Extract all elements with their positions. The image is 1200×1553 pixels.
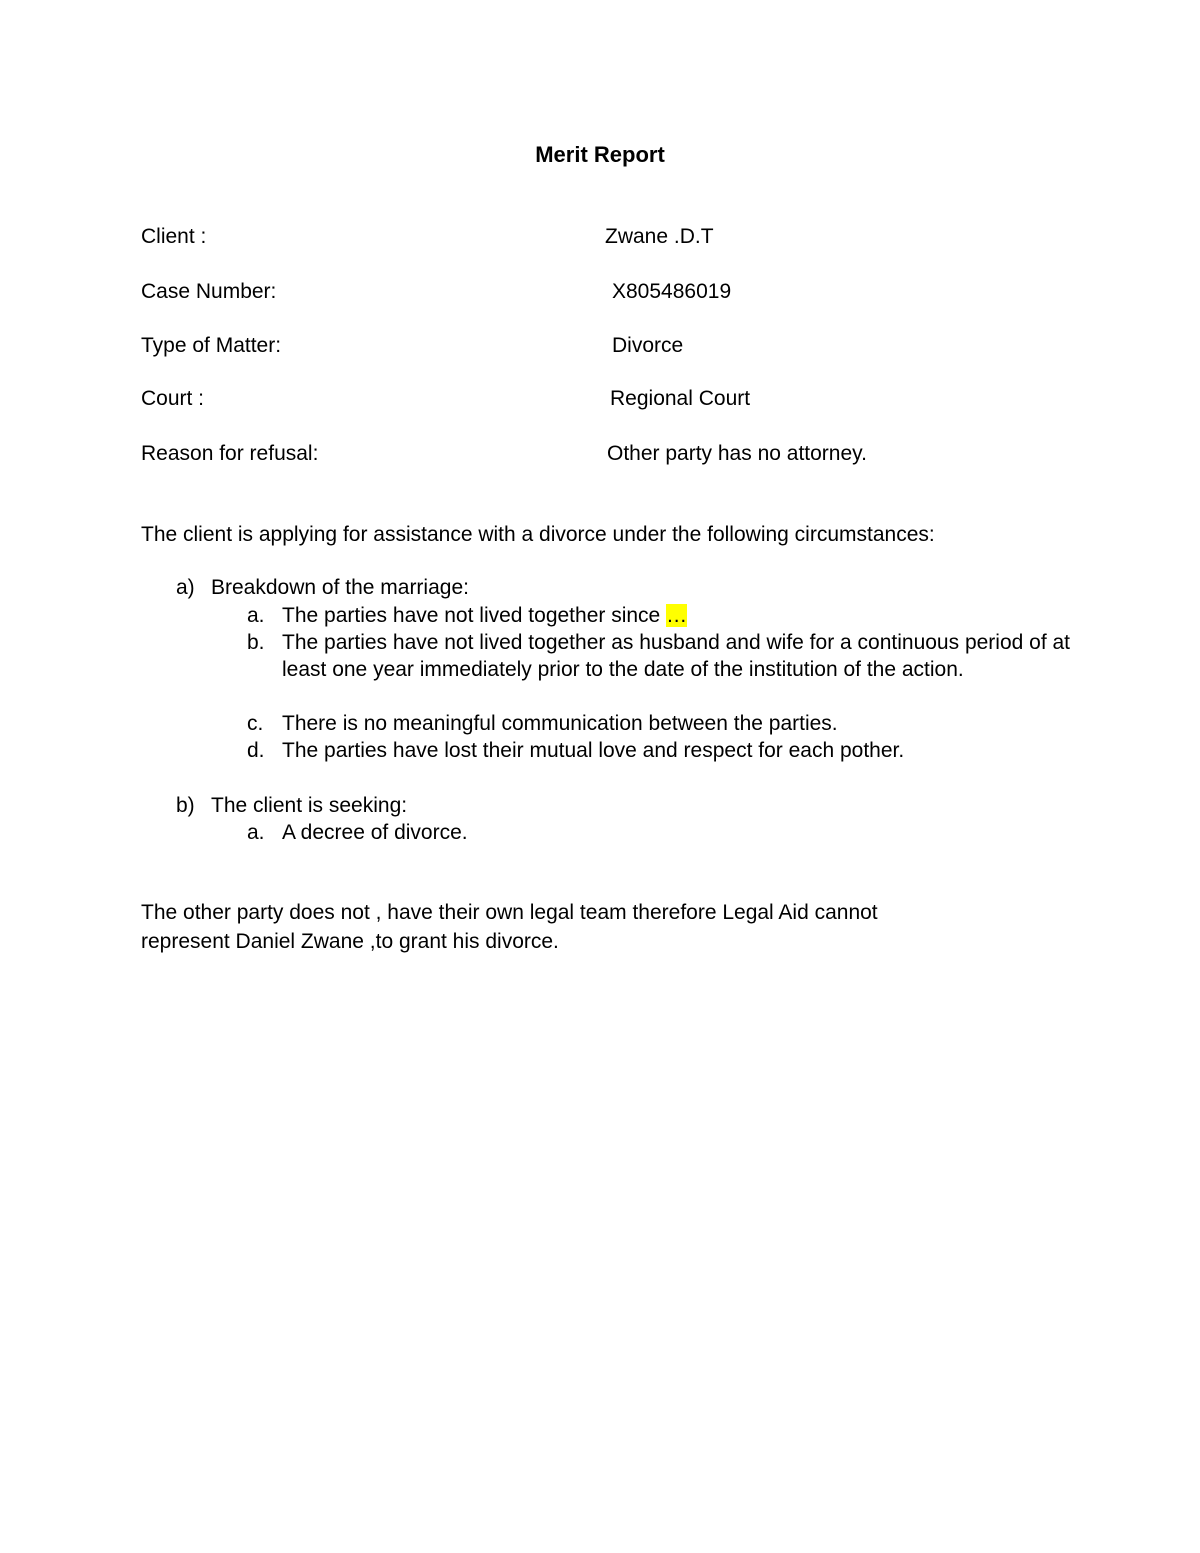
section-a-item-b-text: The parties have not lived together as husband and wife for a continuous period of at least one year immediately prior to the date of the institution of the action.	[282, 631, 1071, 681]
case-number-label: Case Number:	[141, 280, 277, 303]
client-label: Client :	[141, 225, 207, 248]
report-title: Merit Report	[535, 142, 665, 167]
court-label: Court :	[141, 387, 205, 410]
section-a-item-d-marker: d.	[247, 739, 265, 762]
section-b-heading: The client is seeking:	[211, 794, 408, 817]
reason-for-refusal-value: Other party has no attorney.	[607, 442, 867, 465]
case-number-value: X805486019	[612, 280, 732, 303]
section-a-item-a	[282, 602, 687, 629]
section-a-item-c-text: There is no meaningful communication between the parties.	[282, 712, 838, 735]
section-a-marker: a)	[176, 576, 195, 599]
intro-paragraph: The client is applying for assistance with a divorce under the following circumstances:	[141, 523, 935, 546]
section-b-marker: b)	[176, 794, 195, 817]
section-a-item-a-marker: a.	[247, 604, 265, 627]
section-a-item-a-text: The parties have not lived together since	[282, 604, 667, 627]
reason-for-refusal-label: Reason for refusal:	[141, 442, 319, 465]
conclusion-line-2: represent Daniel Zwane ,to grant his divorce.	[141, 930, 559, 953]
highlighted-ellipsis: …	[666, 604, 688, 627]
type-of-matter-value: Divorce	[612, 334, 684, 357]
section-a-item-d-text: The parties have lost their mutual love and respect for each pother.	[282, 739, 905, 762]
client-value: Zwane .D.T	[605, 225, 714, 248]
section-a-heading: Breakdown of the marriage:	[211, 576, 469, 599]
section-b-item-a-text: A decree of divorce.	[282, 821, 468, 844]
section-a-item-b-marker: b.	[247, 631, 265, 654]
conclusion-line-1: The other party does not , have their own legal team therefore Legal Aid cannot	[141, 901, 878, 924]
section-a-item-c-marker: c.	[247, 712, 264, 735]
section-b-item-a-marker: a.	[247, 821, 265, 844]
type-of-matter-label: Type of Matter:	[141, 334, 282, 357]
court-value: Regional Court	[610, 387, 751, 410]
